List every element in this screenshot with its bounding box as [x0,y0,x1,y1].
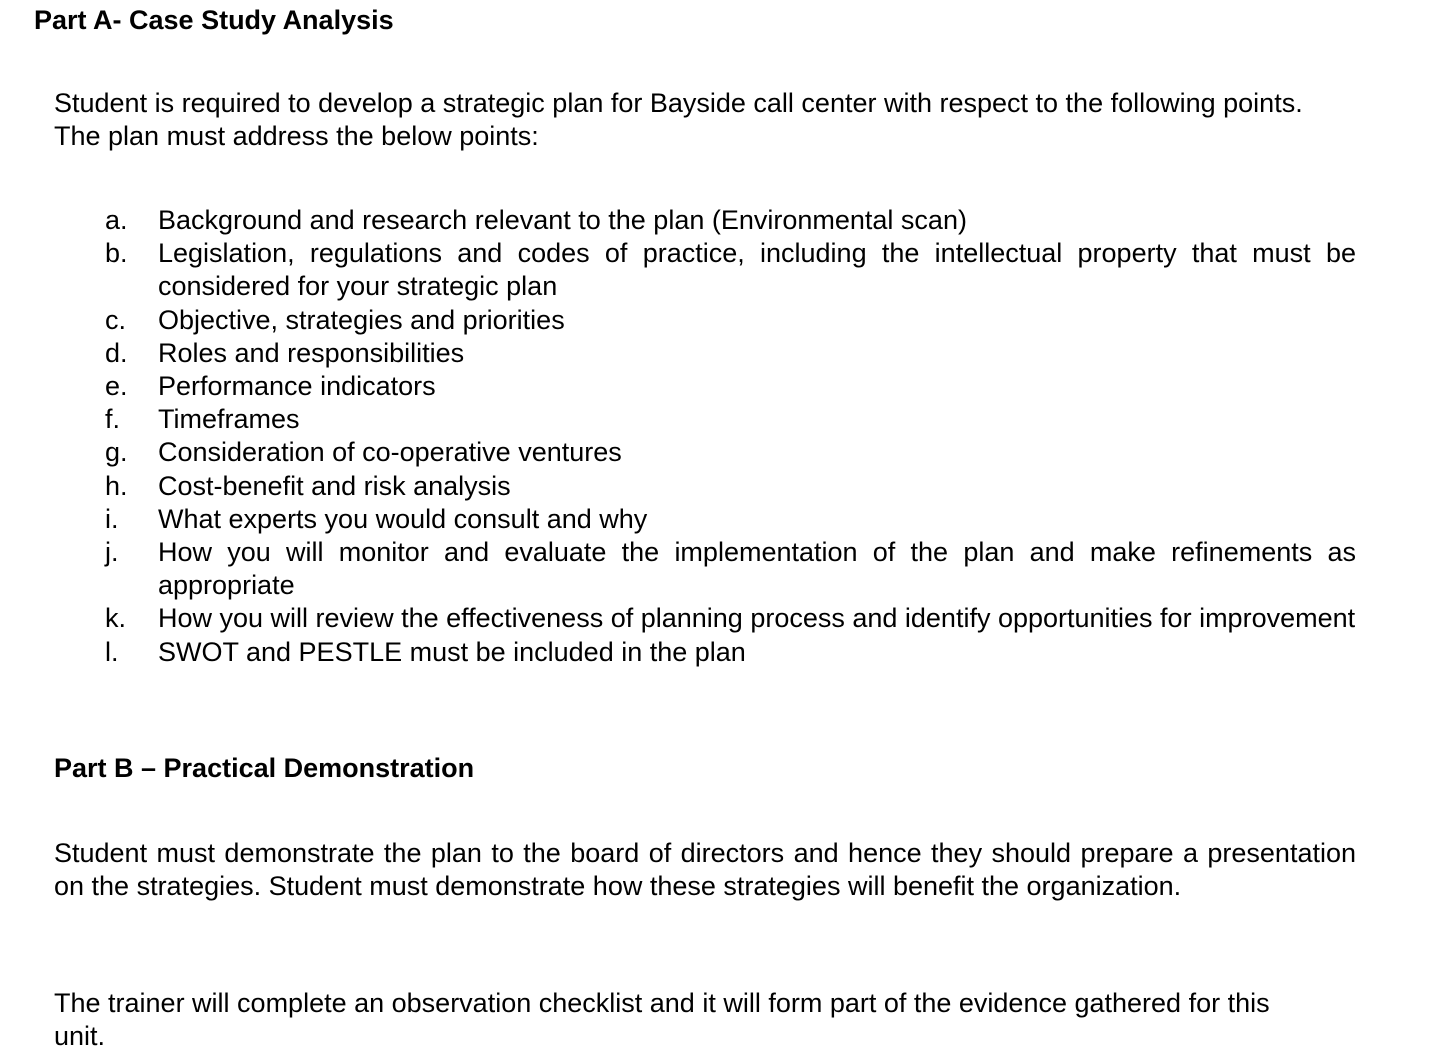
list-item-letter: d. [105,337,128,368]
list-item-letter: h. [105,470,128,501]
list-item-letter: e. [105,371,128,402]
list-item-text: Background and research relevant to the plan (Environmental scan) [158,205,967,235]
list-item-letter: l. [105,636,119,667]
list-item [105,403,1356,436]
list-item [105,370,1356,403]
list-item [105,636,1356,669]
list-item [105,436,1356,469]
part-a-intro: Student is required to develop a strategic plan for Bayside call center with respect to the following points. The plan must address the below points: [54,88,1303,151]
list-item-text: Objective, strategies and priorities [158,304,565,335]
list-item [105,204,1356,237]
list-item-text: SWOT and PESTLE must be included in the plan [158,636,746,667]
list-item [105,304,1356,337]
list-item [105,470,1356,503]
list-item-letter: g. [105,437,128,468]
list-item-text: Legislation, regulations and codes of practice, including the intellectual property that must be considered for your strategic plan [158,238,1356,302]
list-item-text: Timeframes [158,404,300,435]
list-item-letter: c. [105,304,127,335]
list-item-letter: f. [105,404,121,435]
list-item-text: How you will monitor and evaluate the implementation of the plan and make refinements as appropriate [158,537,1356,601]
list-item [105,503,1356,536]
part-b-heading: Part B – Practical Demonstration [54,753,475,783]
list-item-text: Consideration of co-operative ventures [158,437,622,468]
list-item [105,237,1356,303]
list-item-text: Performance indicators [158,371,436,402]
list-item [105,536,1356,602]
list-item [105,337,1356,370]
part-a-heading: Part A- Case Study Analysis [34,5,394,35]
part-b-demonstration: Student must demonstrate the plan to the board of directors and hence they should prepare a presentation on the strategies. Student must demonstrate how these strategies will benefit the organization. [54,838,1356,901]
list-item-letter: i. [105,503,119,534]
list-item-letter: k. [105,603,127,634]
list-item-text: How you will review the effectiveness of planning process and identify opportunities for improvement [158,603,1356,634]
trainer-note: The trainer will complete an observation checklist and it will form part of the evidence gathered for this unit. [54,988,1270,1051]
list-item [105,602,1356,635]
list-item-text: Cost-benefit and risk analysis [158,470,511,501]
list-item-text: What experts you would consult and why [158,503,648,534]
list-item-letter: b. [105,238,128,269]
requirements-list [105,204,1356,669]
list-item-letter: a. [105,205,128,235]
list-item-letter: j. [105,537,119,568]
list-item-text: Roles and responsibilities [158,337,465,368]
